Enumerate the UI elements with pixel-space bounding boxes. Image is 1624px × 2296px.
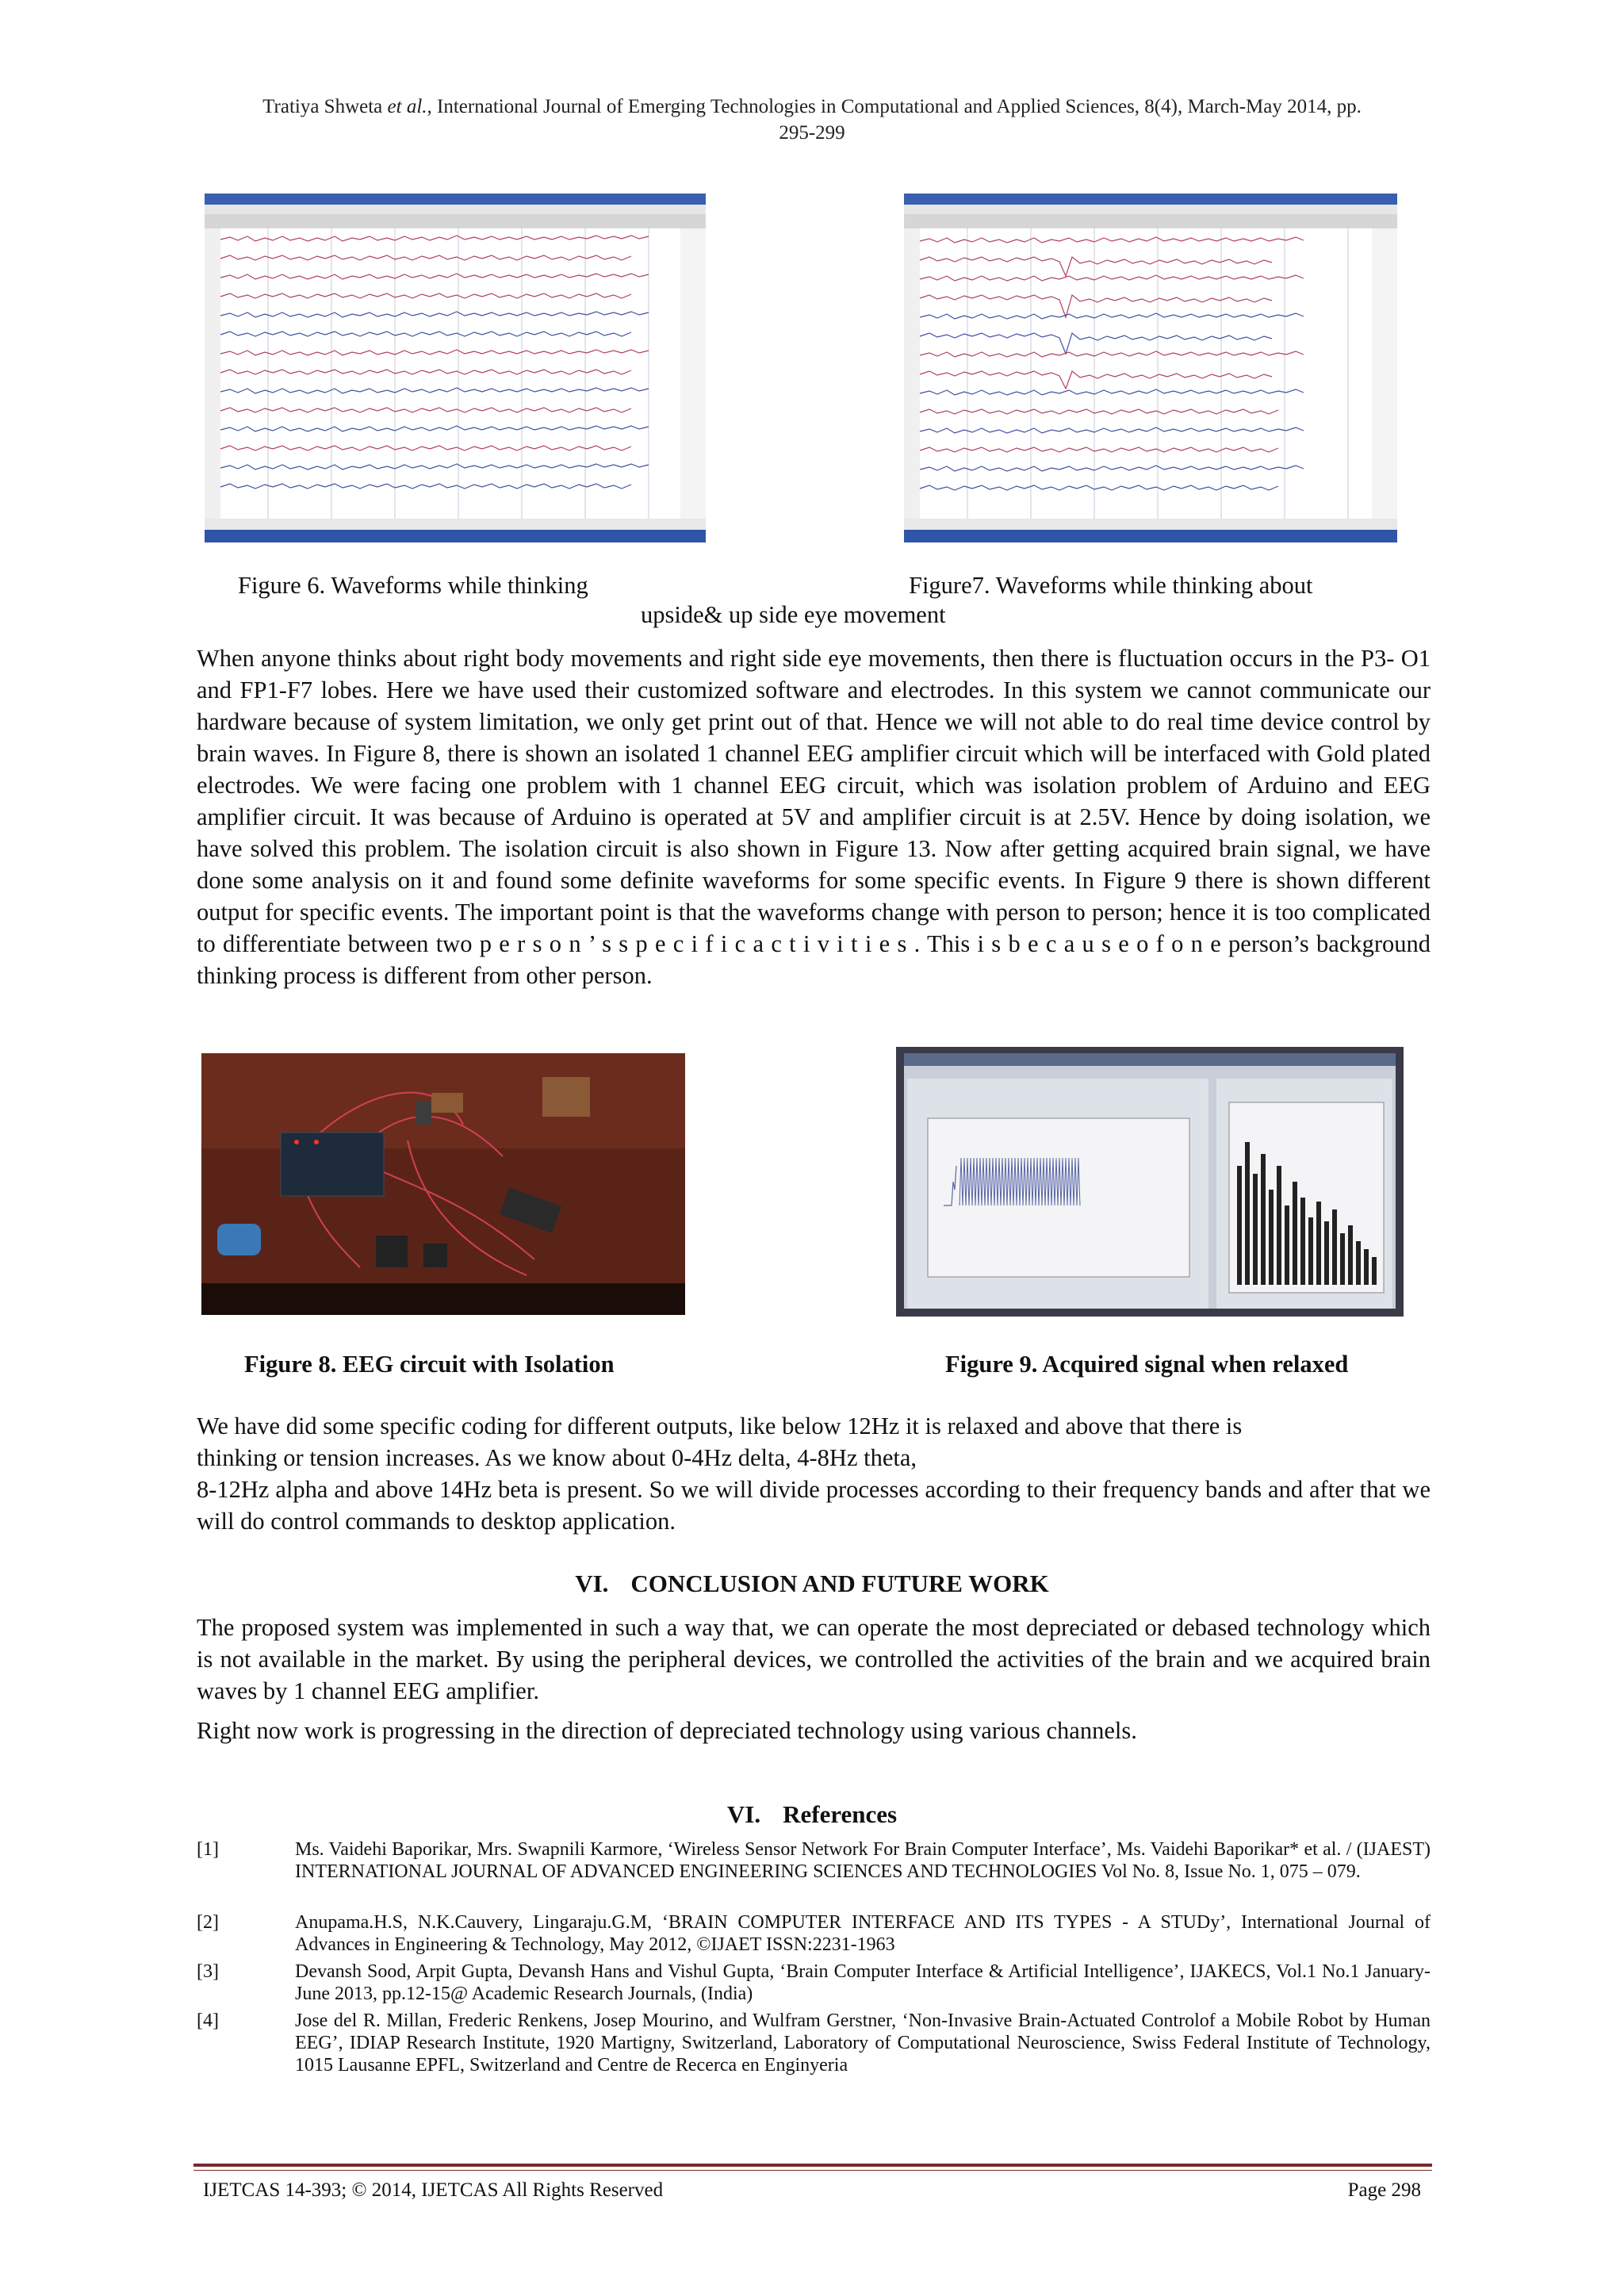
header-etal: et al.,	[387, 96, 432, 117]
eeg-screenshot-1	[205, 194, 706, 542]
section-title: CONCLUSION AND FUTURE WORK	[630, 1570, 1049, 1597]
body-paragraph-2-rest: 8-12Hz alpha and above 14Hz beta is present. So we will divide processes according to their frequency bands and after that we will do control commands to desktop application.	[197, 1476, 1431, 1535]
body-paragraph-2-line2: thinking or tension increases. As we know about 0-4Hz delta, 4-8Hz theta,	[197, 1444, 917, 1471]
reference-text: Anupama.H.S, N.K.Cauvery, Lingaraju.G.M, ‘BRAIN COMPUTER INTERFACE AND ITS TYPES - A STUDy’, International Journal of Advances in Engineering & Technology, May 2012, ©IJAET ISSN:2231-1963	[295, 1912, 1431, 1955]
acquired-signal-screenshot	[896, 1047, 1404, 1317]
eeg-screenshot-2	[904, 194, 1397, 542]
figure-7-caption: Figure7. Waveforms while thinking about	[909, 572, 1313, 599]
body-paragraph-1: When anyone thinks about right body movements and right side eye movements, then there is fluctuation occurs in the P3- O1 and FP1-F7 lobes. Here we have used their customized software and electrodes. In this system we cannot communicate our hardware because of system limitation, we only get print out of that. Hence we will not able to do real time device control by brain waves. In Figure 8, there is shown an isolated 1 channel EEG amplifier circuit which will be interfaced with Gold plated electrodes. We were facing one problem with 1 channel EEG circuit, which was isolation problem of Arduino and EEG amplifier circuit. It was because of Arduino is operated at 5V and amplifier circuit is at 2.5V. Hence by doing isolation, we have solved this problem. The isolation circuit is also shown in Figure 13. Now after getting acquired brain signal, we have done some analysis on it and found some definite waveforms for some specific events. In Figure 9 there is shown different output for specific events. The important point is that the waveforms change with person to person; hence it is too complicated to differentiate between two p e r s o n ’ s s p e c i f i c a c t i v i t i e s . This i s b e c a u s e o f o n e person’s background thinking process is different from other person.	[197, 645, 1431, 989]
reference-number: [3]	[197, 1961, 219, 1982]
figure-8-caption: Figure 8. EEG circuit with Isolation	[244, 1351, 615, 1378]
reference-number: [2]	[197, 1912, 219, 1933]
reference-text: Jose del R. Millan, Frederic Renkens, Josep Mourino, and Wulfram Gerstner, ‘Non-Invasive Brain-Actuated Controlof a Mobile Robot by Human EEG’, IDIAP Research Institute, 1920 Martigny, Switzerland, Laboratory of Computational Neuroscience, Swiss Federal Institute of Technology, 1015 Lausanne EPFL, Switzerland and Centre de Recerca en Enginyeria	[295, 2010, 1431, 2076]
running-header	[0, 94, 1624, 146]
footer-rule-thin	[193, 2170, 1432, 2171]
header-line1	[0, 94, 1624, 120]
reference-text: Devansh Sood, Arpit Gupta, Devansh Hans and Vishul Gupta, ‘Brain Computer Interface & Artificial Intelligence’, IJAKECS, Vol.1 No.1 January- June 2013, pp.12-15@ Academic Research Journals, (India)	[295, 1961, 1431, 2004]
header-author: Tratiya Shweta	[262, 96, 388, 117]
reference-text: Ms. Vaidehi Baporikar, Mrs. Swapnili Karmore, ‘Wireless Sensor Network For Brain Computer Interface’, Ms. Vaidehi Baporikar* et al. / (IJAEST) INTERNATIONAL JOURNAL OF ADVANCED ENGINEERING SCIENCES AND TECHNOLOGIES Vol No. 8, Issue No. 1, 075 – 079.	[295, 1839, 1431, 1882]
eeg-circuit-photo	[201, 1053, 685, 1315]
footer-copyright: IJETCAS 14-393; © 2014, IJETCAS All Rights Reserved	[203, 2179, 664, 2201]
references-number: VI.	[726, 1800, 761, 1828]
figure-8-image	[201, 1053, 685, 1315]
body-paragraph-4: Right now work is progressing in the direction of depreciated technology using various channels.	[197, 1717, 1137, 1744]
figure-7-caption-line2: upside& up side eye movement	[641, 601, 946, 628]
body-paragraph-3: The proposed system was implemented in such a way that, we can operate the most depreciated or debased technology which is not available in the market. By using the peripheral devices, we controlled the activities of the brain and we acquired brain waves by 1 channel EEG amplifier.	[197, 1614, 1431, 1704]
footer-rule-thick	[193, 2164, 1432, 2167]
reference-number: [4]	[197, 2010, 219, 2031]
figure-9-image	[896, 1047, 1404, 1317]
header-journal: International Journal of Emerging Technologies in Computational and Applied Sciences, 8(4), March-May 2014, pp.	[431, 96, 1362, 117]
reference-number: [1]	[197, 1839, 219, 1860]
footer-page-number: Page 298	[1347, 2179, 1421, 2201]
references-title: References	[783, 1800, 898, 1828]
header-pages: 295-299	[779, 122, 845, 144]
figure-7-image	[904, 194, 1397, 542]
figure-9-caption: Figure 9. Acquired signal when relaxed	[945, 1351, 1349, 1378]
section-heading-references	[0, 1799, 1624, 1830]
figure-6-image	[205, 194, 706, 542]
section-number: VI.	[575, 1570, 609, 1597]
section-heading-conclusion	[0, 1568, 1624, 1600]
figure-6-caption: Figure 6. Waveforms while thinking	[238, 572, 588, 599]
body-paragraph-2-line1: We have did some specific coding for different outputs, like below 12Hz it is relaxed and above that there is	[197, 1412, 1243, 1439]
